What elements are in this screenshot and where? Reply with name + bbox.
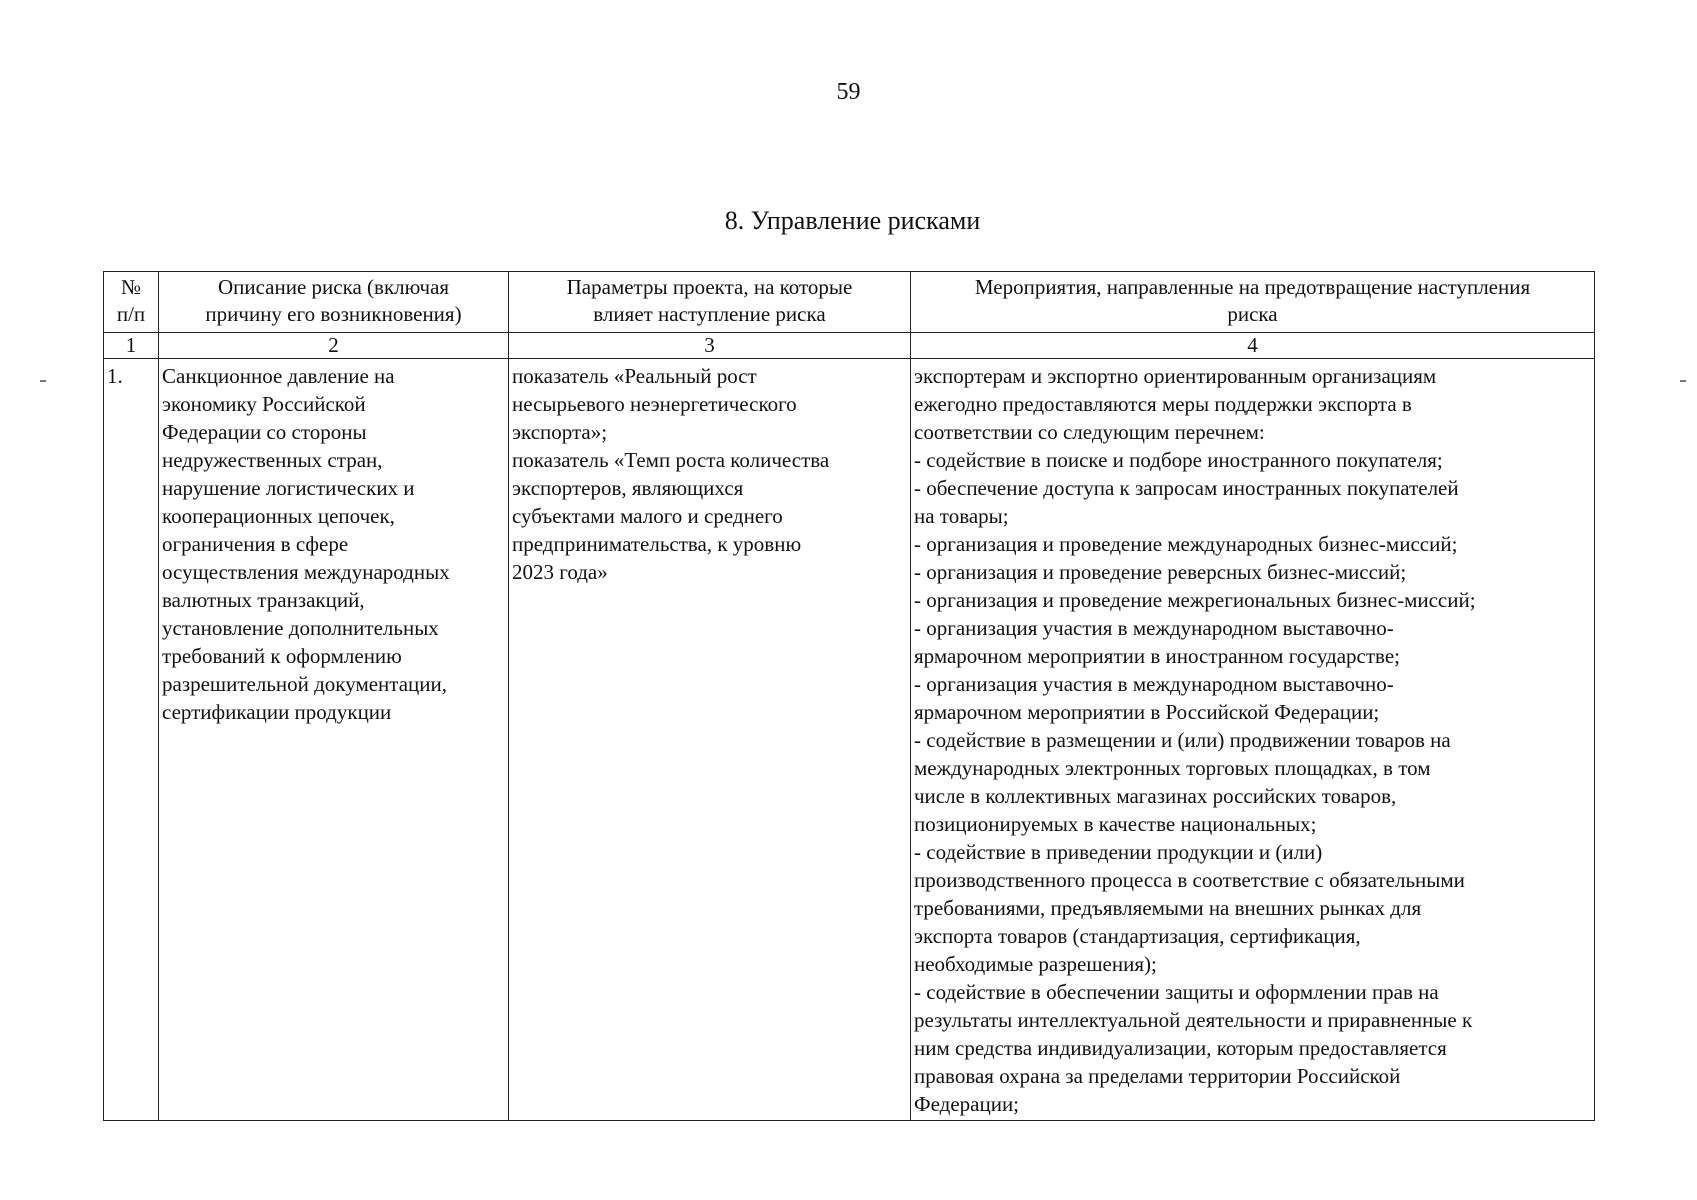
header-risk-description <box>159 272 509 333</box>
cell-text-line: сертификации продукции <box>162 700 392 724</box>
header-parameters <box>509 272 911 333</box>
cell-text-line: 2023 года» <box>512 560 608 584</box>
header-measures <box>911 272 1595 333</box>
cell-text-line: осуществления международных <box>162 560 450 584</box>
cell-text-line: недружественных стран, <box>162 448 383 472</box>
cell-text-line: экспортерам и экспортно ориентированным организациям <box>914 364 1437 388</box>
header-measures-line: Мероприятия, направленные на предотвращение наступления <box>974 275 1531 299</box>
cell-text-line: несырьевого неэнергетического <box>512 392 797 416</box>
cell-text-line: экономику Российской <box>162 392 366 416</box>
header-risk-description-line: Описание риска (включая <box>217 275 450 299</box>
cell-text-line: - организация и проведение реверсных бизнес-миссий; <box>914 560 1407 584</box>
cell-text-line: экспорта товаров (стандартизация, сертификация, <box>914 924 1361 948</box>
header-measures-line: риска <box>1227 302 1278 326</box>
cell-text-line: международных электронных торговых площадках, в том <box>914 756 1431 780</box>
cell-text-line: правовая охрана за пределами территории Российской <box>914 1064 1401 1088</box>
cell-text-line: Федерации; <box>914 1092 1020 1116</box>
header-risk-description-line: причину его возникновения) <box>205 302 462 326</box>
header-number-line: № <box>120 275 142 299</box>
cell-text-line: валютных транзакций, <box>162 588 365 612</box>
header-parameters-line: Параметры проекта, на которые <box>566 275 853 299</box>
cell-text-line: - организация и проведение международных бизнес-миссий; <box>914 532 1458 556</box>
measures-cell <box>911 359 1595 1121</box>
cell-text-line: показатель «Темп роста количества <box>512 448 830 472</box>
cell-text-line: числе в коллективных магазинах российских товаров, <box>914 784 1397 808</box>
cell-text-line: экспортеров, являющихся <box>512 476 744 500</box>
cell-text-line: установление дополнительных <box>162 616 439 640</box>
column-number-row <box>104 333 1595 359</box>
cell-text-line: Федерации со стороны <box>162 420 367 444</box>
column-number: 3 <box>509 333 911 359</box>
cell-text-line: производственного процесса в соответствие с обязательными <box>914 868 1465 892</box>
cell-text-line: - обеспечение доступа к запросам иностранных покупателей <box>914 476 1459 500</box>
scan-artifact-right <box>1680 380 1686 382</box>
cell-text-line: требований к оформлению <box>162 644 402 668</box>
cell-text-line: предпринимательства, к уровню <box>512 532 802 556</box>
cell-text-line: показатель «Реальный рост <box>512 364 757 388</box>
cell-text-line: необходимые разрешения); <box>914 952 1157 976</box>
cell-text-line: кооперационных цепочек, <box>162 504 395 528</box>
cell-text-line: соответствии со следующим перечнем: <box>914 420 1265 444</box>
cell-text-line: субъектами малого и среднего <box>512 504 783 528</box>
parameters-cell <box>509 359 911 1121</box>
cell-text-line: ограничения в сфере <box>162 532 349 556</box>
cell-text-line: ежегодно предоставляются меры поддержки экспорта в <box>914 392 1412 416</box>
scan-artifact-left <box>40 380 46 382</box>
column-number: 2 <box>159 333 509 359</box>
cell-text-line: - содействие в приведении продукции и (или) <box>914 840 1323 864</box>
table-row <box>104 359 1595 1121</box>
header-number <box>104 272 159 333</box>
cell-text-line: - организация и проведение межрегиональных бизнес-миссий; <box>914 588 1476 612</box>
cell-text-line: результаты интеллектуальной деятельности и приравненные к <box>914 1008 1473 1032</box>
section-title: 8. Управление рисками <box>724 206 981 235</box>
column-number: 4 <box>911 333 1595 359</box>
cell-text-line: разрешительной документации, <box>162 672 448 696</box>
table-header-row <box>104 272 1595 333</box>
cell-text-line: ярмарочном мероприятии в Российской Федерации; <box>914 700 1380 724</box>
cell-text-line: позиционируемых в качестве национальных; <box>914 812 1317 836</box>
risk-management-table <box>103 271 1595 1121</box>
cell-text-line: нарушение логистических и <box>162 476 415 500</box>
row-number: 1. <box>104 359 159 1121</box>
cell-text-line: - содействие в поиске и подборе иностранного покупателя; <box>914 448 1443 472</box>
cell-text-line: - содействие в обеспечении защиты и оформлении прав на <box>914 980 1439 1004</box>
header-parameters-line: влияет наступление риска <box>593 302 826 326</box>
cell-text-line: - организация участия в международном выставочно- <box>914 616 1394 640</box>
cell-text-line: ярмарочном мероприятии в иностранном государстве; <box>914 644 1400 668</box>
header-number-line: п/п <box>116 302 146 326</box>
cell-text-line: на товары; <box>914 504 1009 528</box>
cell-text-line: требованиями, предъявляемыми на внешних рынках для <box>914 896 1422 920</box>
cell-text-line: ним средства индивидуализации, которым предоставляется <box>914 1036 1447 1060</box>
risk-description-cell <box>159 359 509 1121</box>
cell-text-line: Санкционное давление на <box>162 364 395 388</box>
cell-text-line: - содействие в размещении и (или) продвижении товаров на <box>914 728 1451 752</box>
cell-text-line: экспорта»; <box>512 420 608 444</box>
cell-text-line: - организация участия в международном выставочно- <box>914 672 1394 696</box>
page-number: 59 <box>836 79 861 105</box>
column-number: 1 <box>104 333 159 359</box>
